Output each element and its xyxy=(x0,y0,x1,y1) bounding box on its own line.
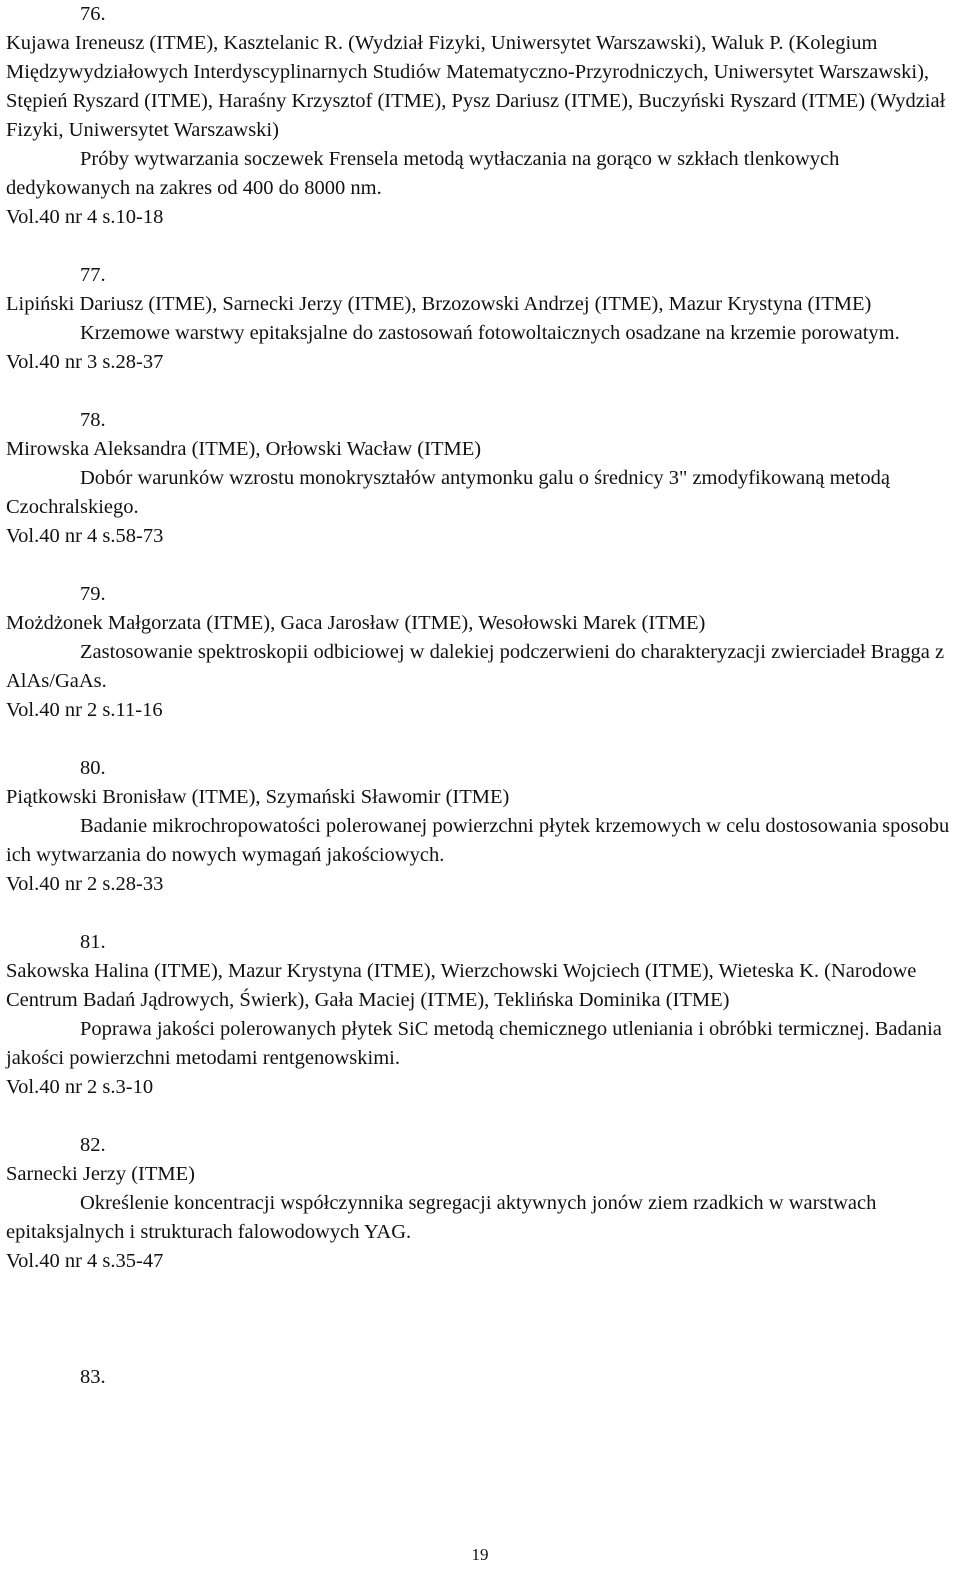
entry-number: 76. xyxy=(80,3,106,25)
entry-title: Próby wytwarzania soczewek Frensela metodą wytłaczania na gorąco w szkłach tlenkowych dedykowanych na zakres od 400 do 8000 nm. xyxy=(6,148,840,199)
entry-authors: Lipiński Dariusz (ITME), Sarnecki Jerzy (ITME), Brzozowski Andrzej (ITME), Mazur Krystyna (ITME) xyxy=(6,293,872,315)
entry-title: Badanie mikrochropowatości polerowanej powierzchni płytek krzemowych w celu dostosowania sposobu ich wytwarzania do nowych wymagań jakościowych. xyxy=(6,815,950,866)
entry-number: 77. xyxy=(80,264,106,286)
entry-reference: Vol.40 nr 2 s.28-33 xyxy=(6,873,164,895)
entry-reference: Vol.40 nr 2 s.11-16 xyxy=(6,699,163,721)
entry-79 xyxy=(6,580,951,725)
bibliography-list xyxy=(6,0,951,1421)
entry-reference: Vol.40 nr 2 s.3-10 xyxy=(6,1076,154,1098)
entry-authors: Sarnecki Jerzy (ITME) xyxy=(6,1163,195,1185)
page-number: 19 xyxy=(471,1545,489,1564)
entry-title: Zastosowanie spektroskopii odbiciowej w dalekiej podczerwieni do charakteryzacji zwierciadeł Bragga z AlAs/GaAs. xyxy=(6,641,945,692)
entry-number: 78. xyxy=(80,409,106,431)
entry-title: Określenie koncentracji współczynnika segregacji aktywnych jonów ziem rzadkich w warstwach epitaksjalnych i strukturach falowodowych YAG. xyxy=(6,1192,877,1243)
entry-number: 81. xyxy=(80,931,106,953)
entry-authors: Możdżonek Małgorzata (ITME), Gaca Jarosław (ITME), Wesołowski Marek (ITME) xyxy=(6,612,706,634)
entry-82 xyxy=(6,1131,951,1276)
entry-81 xyxy=(6,928,951,1102)
entry-reference: Vol.40 nr 4 s.58-73 xyxy=(6,525,164,547)
entry-reference: Vol.40 nr 3 s.28-37 xyxy=(6,351,164,373)
entry-authors: Kujawa Ireneusz (ITME), Kasztelanic R. (Wydział Fizyki, Uniwersytet Warszawski), Waluk P. (Kolegium Międzywydziałowych Interdyscyplinarnych Studiów Matematyczno-Przyrodniczych, Uniwersytet Warszawski), Stępień Ryszard (ITME), Haraśny Krzysztof (ITME), Pysz Dariusz (ITME), Buczyński Ryszard (ITME) (Wydział Fizyki, Uniwersytet Warszawski) xyxy=(6,32,946,141)
entry-78 xyxy=(6,406,951,551)
entry-reference: Vol.40 nr 4 s.35-47 xyxy=(6,1250,164,1272)
entry-title: Krzemowe warstwy epitaksjalne do zastosowań fotowoltaicznych osadzane na krzemie porowatym. xyxy=(80,322,900,344)
entry-77 xyxy=(6,261,951,377)
entry-76 xyxy=(6,0,951,232)
entry-reference: Vol.40 nr 4 s.10-18 xyxy=(6,206,164,228)
entry-authors: Sakowska Halina (ITME), Mazur Krystyna (ITME), Wierzchowski Wojciech (ITME), Wieteska K. (Narodowe Centrum Badań Jądrowych, Świerk), Gała Maciej (ITME), Teklińska Dominika (ITME) xyxy=(6,960,917,1011)
entry-80 xyxy=(6,754,951,899)
entry-number: 82. xyxy=(80,1134,106,1156)
entry-authors: Piątkowski Bronisław (ITME), Szymański Sławomir (ITME) xyxy=(6,786,510,808)
entry-number: 79. xyxy=(80,583,106,605)
entry-authors: Mirowska Aleksandra (ITME), Orłowski Wacław (ITME) xyxy=(6,438,482,460)
entry-title: Dobór warunków wzrostu monokryształów antymonku galu o średnicy 3" zmodyfikowaną metodą Czochralskiego. xyxy=(6,467,890,518)
entry-title: Poprawa jakości polerowanych płytek SiC metodą chemicznego utleniania i obróbki termicznej. Badania jakości powierzchni metodami rentgenowskimi. xyxy=(6,1018,942,1069)
entry-number: 80. xyxy=(80,757,106,779)
entry-number: 83. xyxy=(80,1366,106,1388)
entry-83 xyxy=(6,1363,951,1392)
